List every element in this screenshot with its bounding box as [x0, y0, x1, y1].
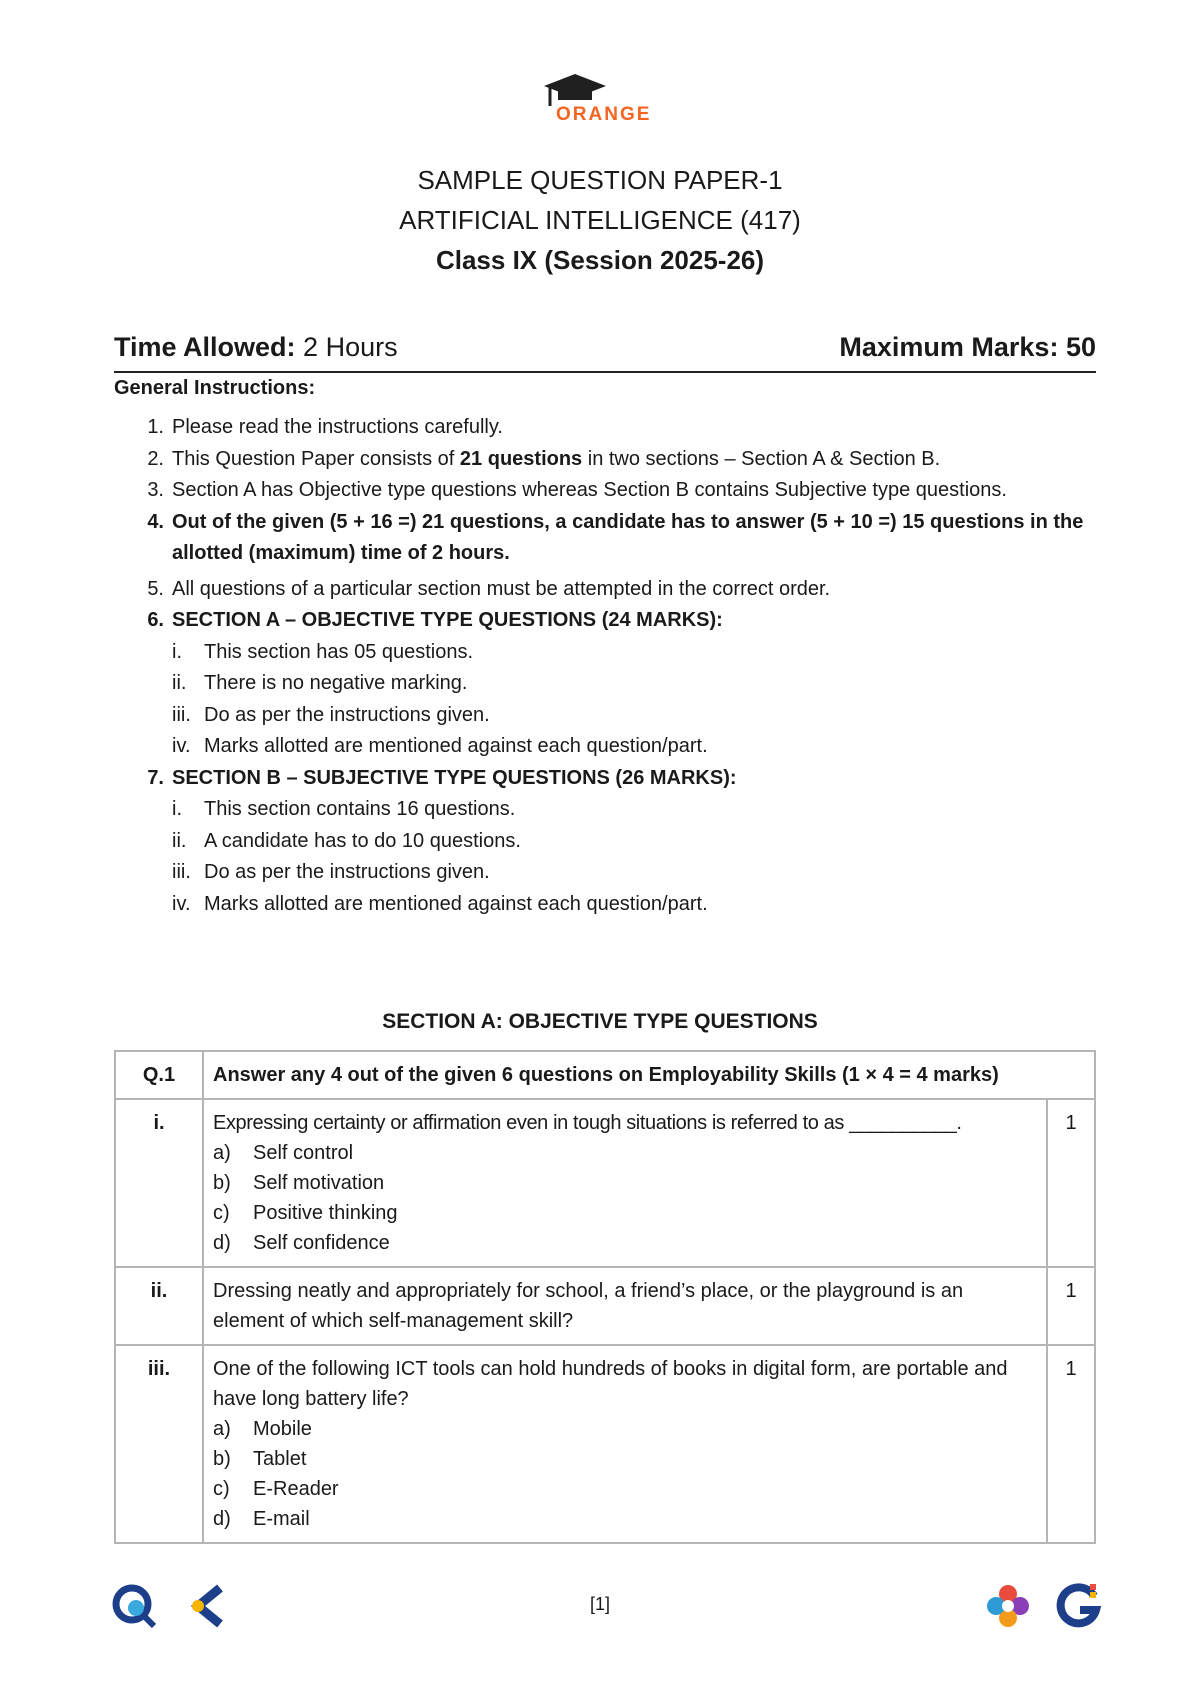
- option: c) Positive thinking: [213, 1202, 398, 1224]
- header-divider: [114, 371, 1096, 373]
- sub-instruction: iv. Marks allotted are mentioned against each question/part.: [172, 892, 708, 915]
- question-number: iii.: [115, 1345, 203, 1543]
- sub-instruction: ii. There is no negative marking.: [172, 672, 468, 694]
- page-number: [1]: [589, 1594, 610, 1614]
- question-number: ii.: [115, 1267, 203, 1345]
- option: d) E-mail: [213, 1508, 310, 1530]
- option: b) Tablet: [213, 1448, 307, 1470]
- flower-brand-icon: [984, 1582, 1032, 1630]
- marks-cell: 1: [1047, 1345, 1095, 1543]
- question-number: i.: [115, 1099, 203, 1267]
- sub-instruction: iii. Do as per the instructions given.: [172, 703, 490, 726]
- option: b) Self motivation: [213, 1172, 385, 1194]
- option: a) Self control: [213, 1142, 354, 1164]
- chevron-left-icon: [186, 1582, 230, 1630]
- marks-cell: 1: [1047, 1267, 1095, 1345]
- sub-instruction: i. This section contains 16 questions.: [172, 798, 516, 820]
- general-instructions-heading: General Instructions:: [114, 377, 316, 399]
- title-line-3: Class IX (Session 2025-26): [435, 245, 765, 275]
- question-text: Expressing certainty or affirmation even in tough situations is referred to as __________.: [213, 1112, 962, 1134]
- instruction-item: 2. This Question Paper consists of 21 questions in two sections – Section A & Section B.: [147, 447, 941, 470]
- instruction-item: 1. Please read the instructions carefully.: [147, 416, 503, 438]
- marks-cell: 1: [1047, 1099, 1095, 1267]
- paper-title-block: [0, 160, 1200, 280]
- table-row: [115, 1051, 1095, 1099]
- logo-text: ORANGE: [556, 104, 652, 125]
- section-a-heading: SECTION A: OBJECTIVE TYPE QUESTIONS: [382, 1010, 818, 1033]
- time-marks-row: [114, 332, 1096, 363]
- title-line-2: ARTIFICIAL INTELLIGENCE (417): [399, 205, 801, 235]
- question-cell: [203, 1099, 1047, 1267]
- question-cell: [203, 1345, 1047, 1543]
- table-row: [115, 1345, 1095, 1543]
- questions-table: [114, 1050, 1096, 1544]
- instruction-item: 7. SECTION B – SUBJECTIVE TYPE QUESTIONS (26 MARKS):: [147, 766, 737, 789]
- option: d) Self confidence: [213, 1232, 390, 1254]
- sub-instruction: i. This section has 05 questions.: [172, 640, 474, 663]
- instruction-item: 6. SECTION A – OBJECTIVE TYPE QUESTIONS (24 MARKS):: [147, 609, 723, 631]
- table-row: [115, 1267, 1095, 1345]
- sub-instruction: ii. A candidate has to do 10 questions.: [172, 829, 521, 852]
- sub-instruction: iv. Marks allotted are mentioned against each question/part.: [172, 735, 708, 757]
- search-brand-icon: [110, 1582, 158, 1630]
- instruction-item: 4. Out of the given (5 + 16 =) 21 questions, a candidate has to answer (5 + 10 =) 15 questions in the allotted (maximum) time of 2 hours.: [147, 510, 1084, 564]
- question-text: Dressing neatly and appropriately for school, a friend’s place, or the playground is an element of which self-management skill?: [203, 1267, 1047, 1345]
- instruction-item: 5. All questions of a particular section must be attempted in the correct order.: [147, 577, 831, 600]
- instructions-list: [114, 412, 1104, 920]
- g-brand-icon: [1054, 1582, 1102, 1630]
- time-allowed: Time Allowed: 2 Hours: [114, 332, 398, 362]
- marks-value: 50: [1065, 332, 1096, 362]
- instruction-item: 3. Section A has Objective type questions whereas Section B contains Subjective type questions.: [147, 479, 1007, 501]
- question-number: Q.1: [115, 1051, 203, 1099]
- sub-instruction: iii. Do as per the instructions given.: [172, 861, 490, 883]
- option: c) E-Reader: [213, 1478, 339, 1500]
- title-line-1: SAMPLE QUESTION PAPER-1: [417, 165, 783, 195]
- maximum-marks: Maximum Marks: 50: [839, 332, 1096, 362]
- time-value: 2 Hours: [303, 332, 398, 362]
- question-text: One of the following ICT tools can hold hundreds of books in digital form, are portable and have long battery life?: [213, 1358, 1008, 1410]
- question-text: Answer any 4 out of the given 6 questions on Employability Skills (1 × 4 = 4 marks): [203, 1051, 1095, 1099]
- orange-logo: [540, 72, 670, 132]
- option: a) Mobile: [213, 1418, 312, 1440]
- table-row: [115, 1099, 1095, 1267]
